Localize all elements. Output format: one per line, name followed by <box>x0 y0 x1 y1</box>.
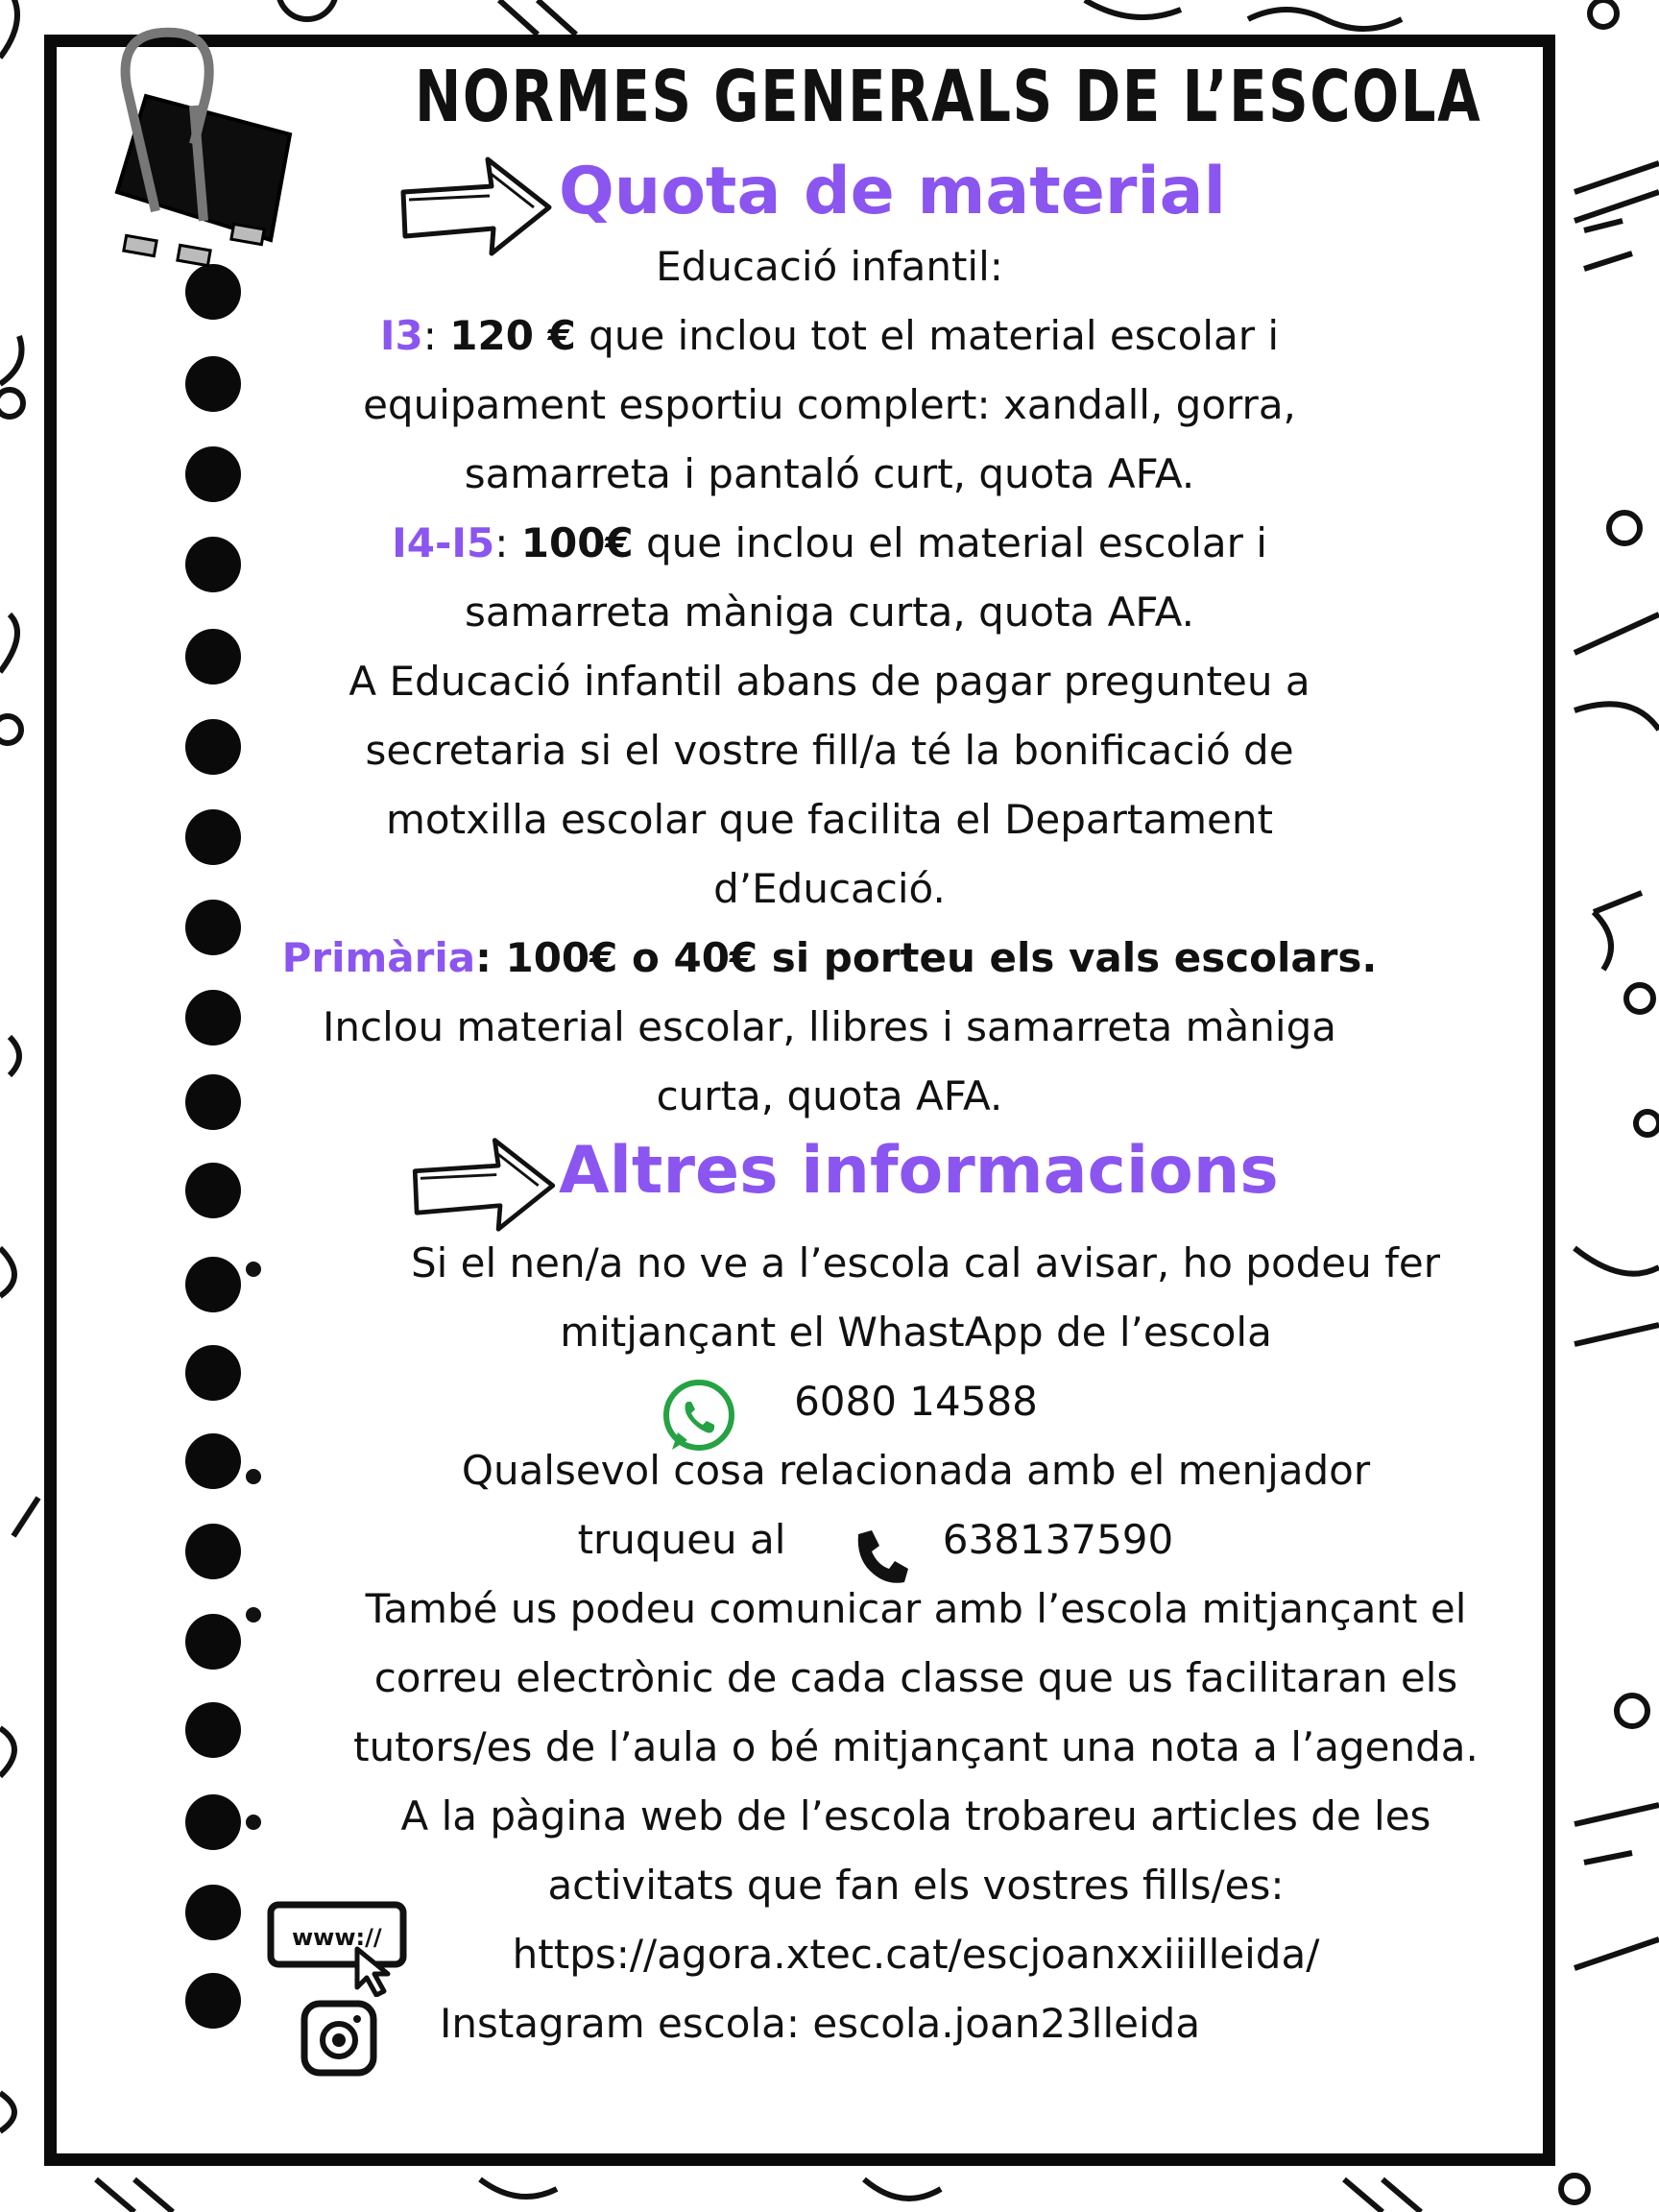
whatsapp-number: 6080 14588 <box>794 1378 1038 1425</box>
text-line: truqueu al <box>577 1516 786 1563</box>
hand-drawn-arrow-icon <box>409 1135 559 1233</box>
page-title: NORMES GENERALS DE L’ESCOLA <box>415 56 1482 138</box>
text-line: Inclou material escolar, llibres i samarreta màniga <box>323 1003 1336 1050</box>
text-line: I4-I5: 100€ que inclou el material escolar i <box>392 519 1267 566</box>
text-line: d’Educació. <box>713 865 946 912</box>
text-line: També us podeu comunicar amb l’escola mitjançant el <box>365 1585 1467 1632</box>
phone-number: 638137590 <box>942 1516 1174 1563</box>
text-line: A Educació infantil abans de pagar pregunteu a <box>349 658 1310 705</box>
text-line: Primària: 100€ o 40€ si porteu els vals escolars. <box>281 934 1378 981</box>
section-heading-quota: Quota de material <box>559 154 1226 229</box>
text-line: samarreta màniga curta, quota AFA. <box>464 589 1195 636</box>
text-line: motxilla escolar que facilita el Departament <box>386 796 1273 843</box>
text-line: I3: 120 € que inclou tot el material escolar i <box>379 312 1280 359</box>
text-line: Si el nen/a no ve a l’escola cal avisar, ho podeu fer <box>410 1239 1441 1286</box>
text-line: Qualsevol cosa relacionada amb el menjador <box>461 1447 1371 1494</box>
text-line: activitats que fan els vostres fills/es: <box>547 1862 1285 1909</box>
text-line: curta, quota AFA. <box>656 1072 1003 1119</box>
text-line: samarreta i pantaló curt, quota AFA. <box>464 450 1195 497</box>
text-line: correu electrònic de cada classe que us facilitaran els <box>373 1654 1458 1701</box>
instagram-handle: Instagram escola: escola.joan23lleida <box>439 2000 1201 2047</box>
binder-clip-icon <box>88 19 309 278</box>
text-line: tutors/es de l’aula o bé mitjançant una nota a l’agenda. <box>353 1723 1479 1770</box>
web-link[interactable]: https://agora.xtec.cat/escjoanxxiiilleida/ <box>512 1931 1320 1978</box>
text-line: Educació infantil: <box>656 243 1003 290</box>
text-line: equipament esportiu complert: xandall, gorra, <box>363 381 1296 428</box>
web-badge-label: www:// <box>292 1924 382 1951</box>
section-heading-altres: Altres informacions <box>559 1133 1279 1209</box>
text-line: secretaria si el vostre fill/a té la bonificació de <box>365 727 1294 774</box>
text-line: mitjançant el WhastApp de l’escola <box>560 1309 1272 1356</box>
hand-drawn-arrow-icon <box>399 154 553 257</box>
text-line: A la pàgina web de l’escola trobareu articles de les <box>400 1792 1431 1839</box>
